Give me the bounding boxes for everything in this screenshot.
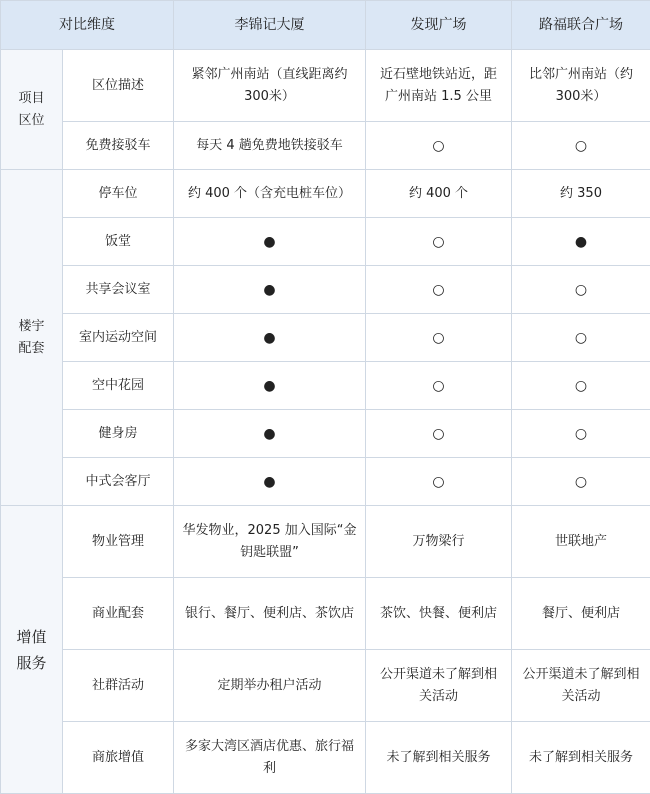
- cell-value: 约 400 个（含充电桩车位）: [174, 170, 366, 218]
- cell-value: 公开渠道未了解到相关活动: [366, 650, 512, 722]
- header-dimension: 对比维度: [1, 1, 174, 50]
- cell-value: 茶饮、快餐、便利店: [366, 578, 512, 650]
- filled-circle-icon: ●: [174, 266, 366, 314]
- cell-value: 近石壁地铁站近，距广州南站 1.5 公里: [366, 50, 512, 122]
- cell-value: 银行、餐厅、便利店、茶饮店: [174, 578, 366, 650]
- cell-value: 每天 4 趟免费地铁接驳车: [174, 122, 366, 170]
- filled-circle-icon: ●: [174, 410, 366, 458]
- header-row: [1, 1, 650, 50]
- empty-circle-icon: ○: [512, 410, 650, 458]
- table-row: [1, 50, 650, 122]
- empty-circle-icon: ○: [366, 122, 512, 170]
- empty-circle-icon: ○: [512, 458, 650, 506]
- header-discovery-plaza: 发现广场: [366, 1, 512, 50]
- table-row: [1, 410, 650, 458]
- filled-circle-icon: ●: [512, 218, 650, 266]
- section-building-title: 楼宇配套: [1, 170, 63, 506]
- row-label: 商旅增值: [63, 722, 174, 794]
- cell-value: 约 400 个: [366, 170, 512, 218]
- table-row: [1, 218, 650, 266]
- filled-circle-icon: ●: [174, 458, 366, 506]
- cell-value: 紧邻广州南站（直线距离约300米）: [174, 50, 366, 122]
- cell-value: 华发物业，2025 加入国际“金钥匙联盟”: [174, 506, 366, 578]
- table-row: [1, 650, 650, 722]
- filled-circle-icon: ●: [174, 362, 366, 410]
- row-label: 空中花园: [63, 362, 174, 410]
- table-row: [1, 458, 650, 506]
- table-row: [1, 170, 650, 218]
- table-row: [1, 266, 650, 314]
- empty-circle-icon: ○: [512, 122, 650, 170]
- row-label: 区位描述: [63, 50, 174, 122]
- empty-circle-icon: ○: [512, 362, 650, 410]
- row-label: 商业配套: [63, 578, 174, 650]
- empty-circle-icon: ○: [512, 314, 650, 362]
- row-label: 健身房: [63, 410, 174, 458]
- empty-circle-icon: ○: [366, 314, 512, 362]
- row-label: 免费接驳车: [63, 122, 174, 170]
- table-row: [1, 122, 650, 170]
- cell-value: 未了解到相关服务: [512, 722, 650, 794]
- cell-value: 世联地产: [512, 506, 650, 578]
- header-lee-kum-kee-building: 李锦记大厦: [174, 1, 366, 50]
- row-label: 饭堂: [63, 218, 174, 266]
- table-row: [1, 578, 650, 650]
- empty-circle-icon: ○: [512, 266, 650, 314]
- empty-circle-icon: ○: [366, 266, 512, 314]
- cell-value: 餐厅、便利店: [512, 578, 650, 650]
- cell-value: 比邻广州南站（约300米）: [512, 50, 650, 122]
- table-row: [1, 722, 650, 794]
- table-row: [1, 506, 650, 578]
- empty-circle-icon: ○: [366, 362, 512, 410]
- row-label: 共享会议室: [63, 266, 174, 314]
- section-value-title: 增值服务: [1, 506, 63, 794]
- header-lufu-plaza: 路福联合广场: [512, 1, 650, 50]
- table-row: [1, 362, 650, 410]
- row-label: 物业管理: [63, 506, 174, 578]
- filled-circle-icon: ●: [174, 218, 366, 266]
- row-label: 中式会客厅: [63, 458, 174, 506]
- empty-circle-icon: ○: [366, 218, 512, 266]
- cell-value: 公开渠道未了解到相关活动: [512, 650, 650, 722]
- empty-circle-icon: ○: [366, 458, 512, 506]
- cell-value: 未了解到相关服务: [366, 722, 512, 794]
- row-label: 社群活动: [63, 650, 174, 722]
- row-label: 停车位: [63, 170, 174, 218]
- cell-value: 约 350: [512, 170, 650, 218]
- table-row: [1, 314, 650, 362]
- section-location-title: 项目区位: [1, 50, 63, 170]
- cell-value: 定期举办租户活动: [174, 650, 366, 722]
- cell-value: 多家大湾区酒店优惠、旅行福利: [174, 722, 366, 794]
- filled-circle-icon: ●: [174, 314, 366, 362]
- cell-value: 万物梁行: [366, 506, 512, 578]
- empty-circle-icon: ○: [366, 410, 512, 458]
- row-label: 室内运动空间: [63, 314, 174, 362]
